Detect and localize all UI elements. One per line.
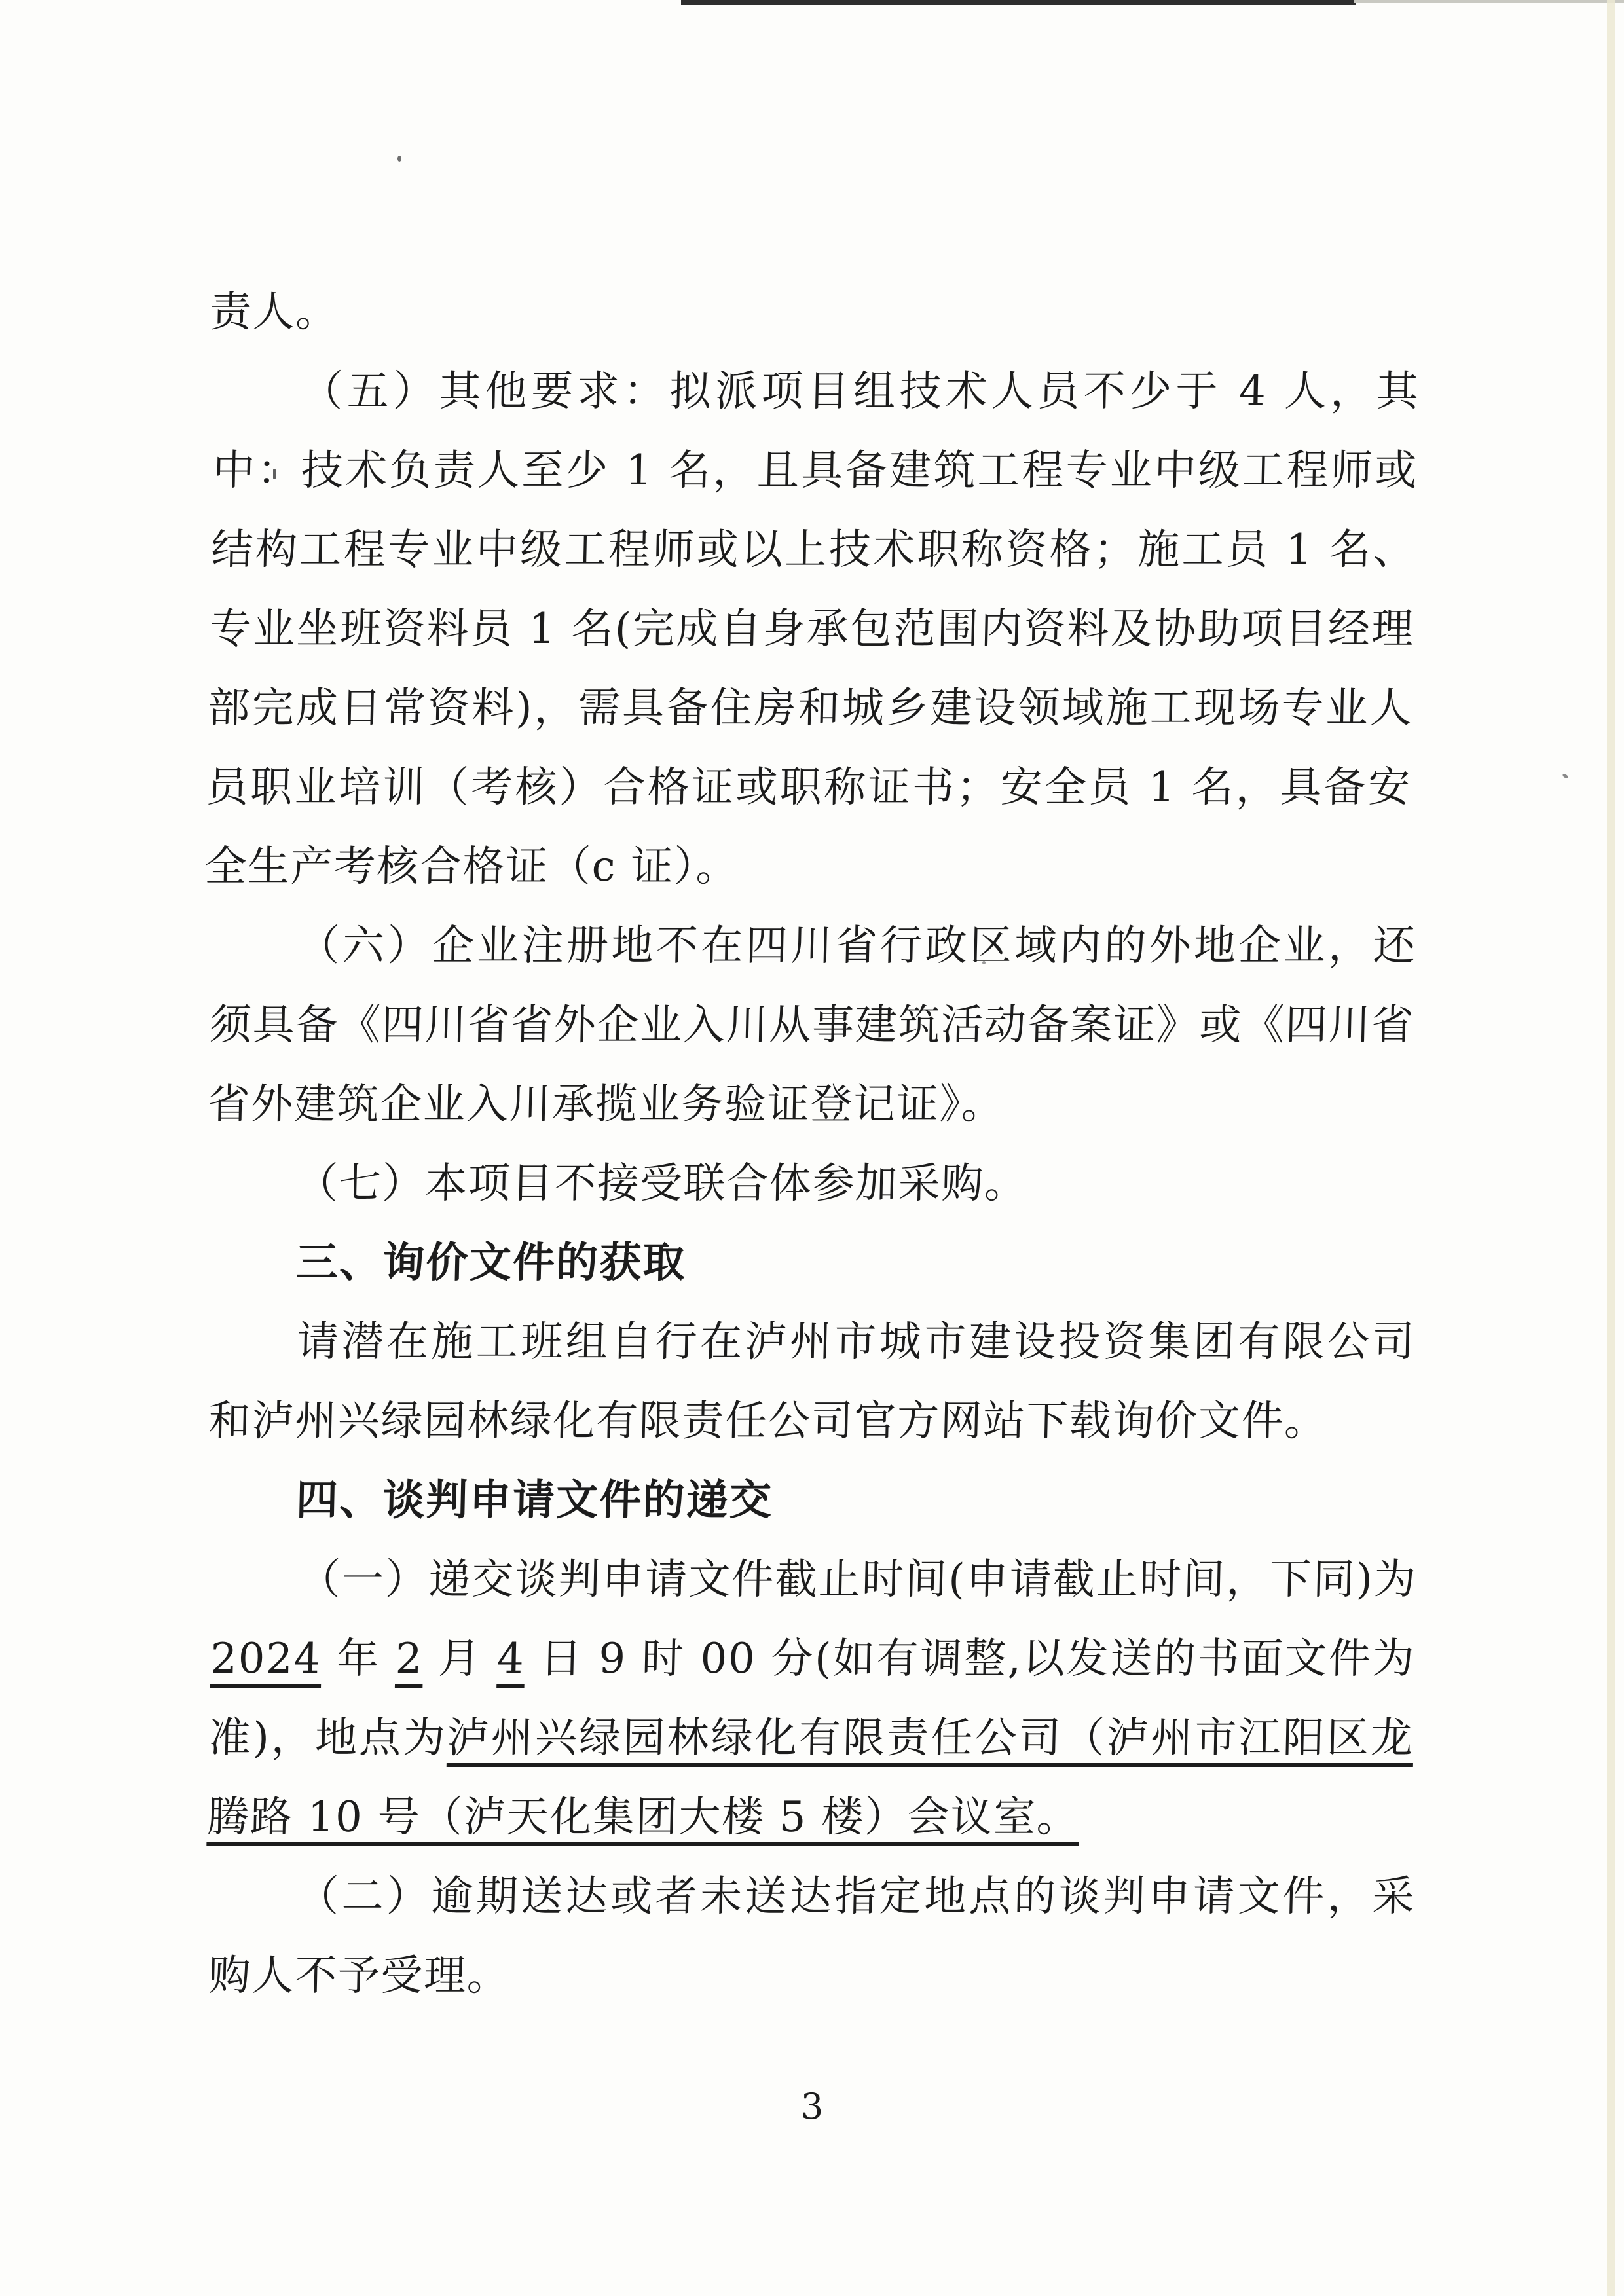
text-run: 日 9 时 00 分(如有调整,以发送的书面文件为准)，地点为 xyxy=(208,1635,1416,1762)
text-run: （一）递交谈判申请文件截止时间(申请截止时间，下同)为 xyxy=(298,1556,1418,1604)
scan-speck xyxy=(1562,773,1568,779)
section-heading xyxy=(209,1224,1416,1303)
text-run: （五）其他要求：拟派项目组技术人员不少于 4 人，其中：技术负责人至少 1 名，且具备建筑工程专业中级工程师或结构工程专业中级工程师或以上技术职称资格；施工员 1 名、专业坐班资料员 1 名(完成自身承包范围内资料及协助项目经理部完成日常资料)，需具备住房和城乡建设领域施工现场专业人员职业培训（考核）合格证或职称证书；安全员 1 名，具备安全生产考核合格证（c 证）。 xyxy=(204,367,1420,891)
page-number: 3 xyxy=(800,2086,824,2127)
document-paragraph xyxy=(208,1303,1416,1461)
scan-speck xyxy=(397,156,401,162)
document-paragraph xyxy=(209,1144,1416,1224)
text-run: 年 xyxy=(321,1635,396,1683)
text-run: 责人。 xyxy=(209,288,339,337)
document-paragraph xyxy=(209,273,1416,352)
text-run: 月 xyxy=(422,1635,498,1683)
underlined-text: 2024 xyxy=(210,1635,322,1683)
text-run: 三、询价文件的获取 xyxy=(295,1239,687,1287)
text-run: 四、谈判申请文件的递交 xyxy=(295,1476,773,1525)
underlined-text: 泸州兴绿园林绿化有限责任公司（泸州市江阳区龙腾路 10 号（泸天化集团大楼 5 楼）会议室。 xyxy=(206,1714,1414,1842)
scan-edge-artifact xyxy=(681,0,1356,5)
document-paragraph xyxy=(204,352,1420,907)
text-run: （六）企业注册地不在四川省行政区域内的外地企业，还须具备《四川省省外企业入川从事建筑活动备案证》或《四川省省外建筑企业入川承揽业务验证登记证》。 xyxy=(207,922,1417,1129)
section-heading xyxy=(209,1461,1416,1540)
scan-edge-artifact xyxy=(1354,0,1624,3)
document-paragraph xyxy=(206,1540,1418,1857)
text-run: 请潜在施工班组自行在泸州市城市建设投资集团有限公司和泸州兴绿园林绿化有限责任公司官方网站下载询价文件。 xyxy=(208,1318,1416,1446)
underlined-text: 4 xyxy=(496,1635,526,1683)
text-run: （七）本项目不接受联合体参加采购。 xyxy=(295,1159,1028,1208)
scan-edge-artifact xyxy=(1607,0,1615,2296)
document-body xyxy=(204,273,1420,2016)
document-paragraph xyxy=(208,1857,1416,2016)
text-run: （二）逾期送达或者未送达指定地点的谈判申请文件，采购人不予受理。 xyxy=(208,1872,1416,2000)
document-paragraph xyxy=(207,907,1417,1144)
underlined-text: 2 xyxy=(395,1635,424,1683)
